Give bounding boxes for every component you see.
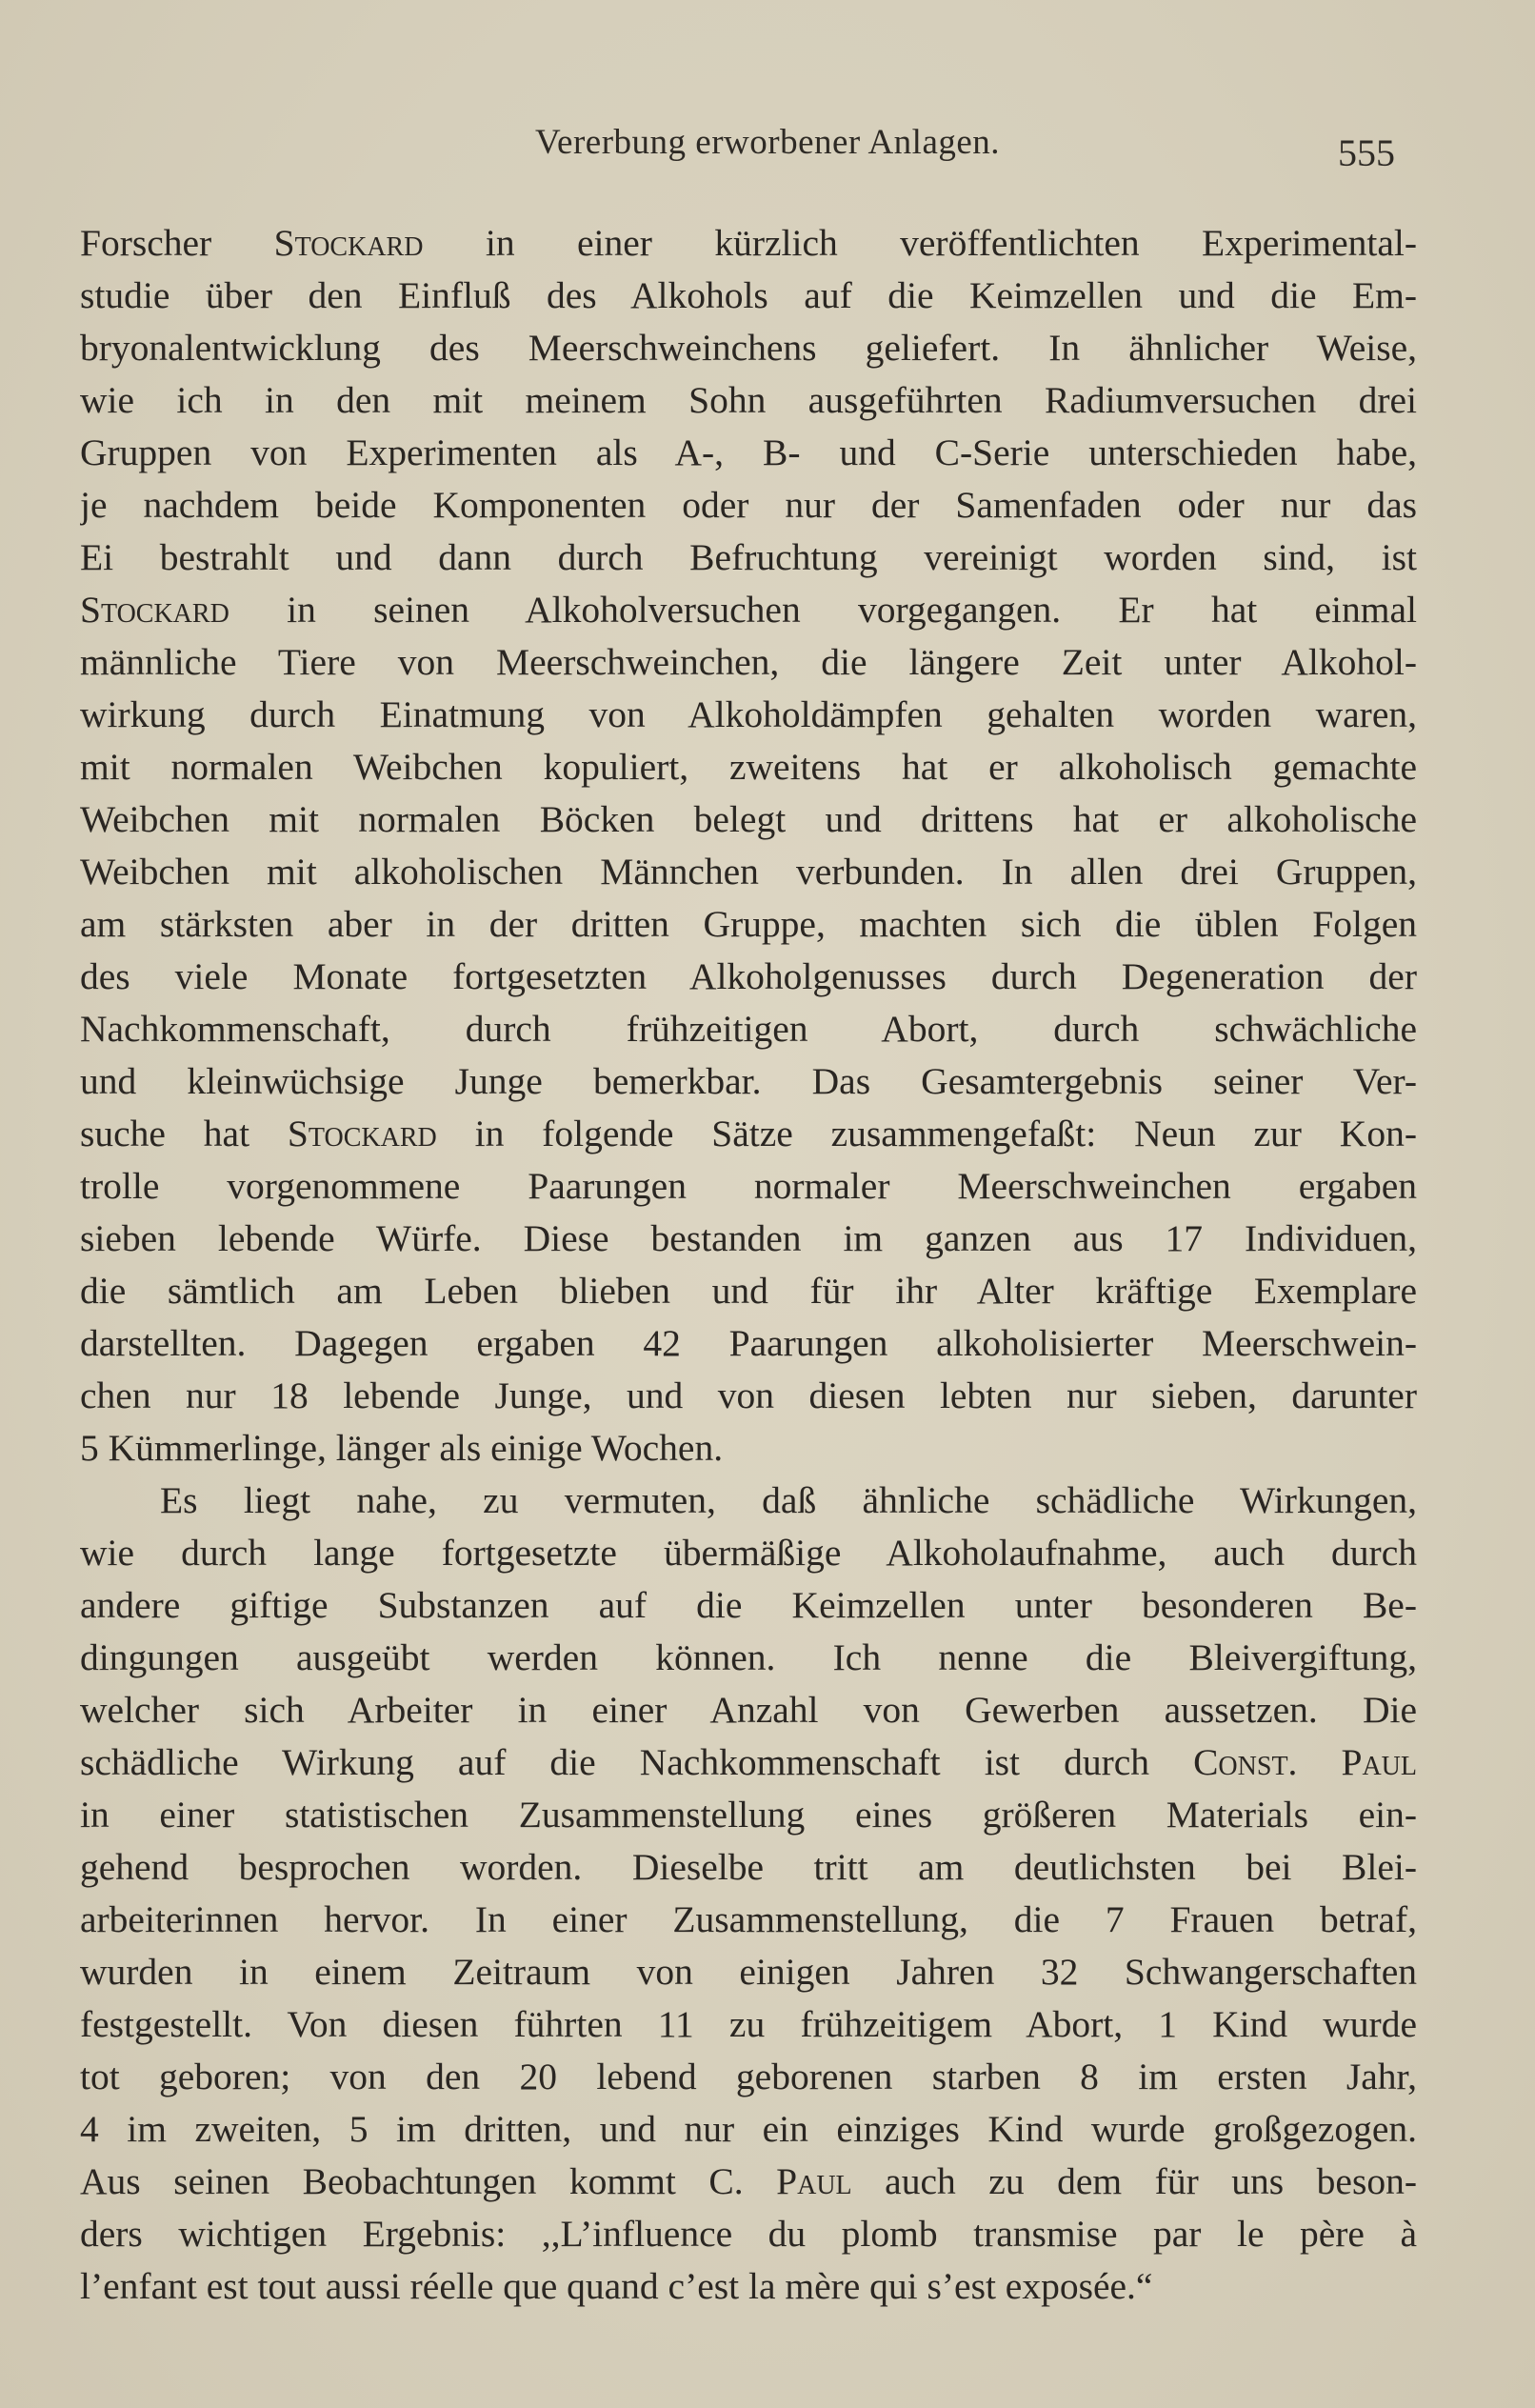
text-line [80, 1370, 1417, 1422]
text-run: festgestellt. Von diesen führten 11 zu frühzeitigem Abort, 1 Kind wurde [80, 2003, 1417, 2045]
text-run: am stärksten aber in der dritten Gruppe, machten sich die üblen Folgen [80, 903, 1417, 945]
text-run: in einer statistischen Zusammenstellung eines größeren Materials ein- [80, 1794, 1417, 1836]
text-line [80, 1422, 1417, 1475]
small-caps-name: Paul [776, 2160, 852, 2202]
text-run: auch zu dem für uns beson- [851, 2160, 1417, 2202]
small-caps-name: Stockard [80, 589, 229, 631]
text-run: schädliche Wirkung auf die Nachkommenschaft ist durch [80, 1741, 1194, 1783]
text-line [80, 689, 1417, 741]
text-run: männliche Tiere von Meerschweinchen, die längere Zeit unter Alkohol- [80, 641, 1417, 683]
text-line [80, 1003, 1417, 1055]
text-line [80, 951, 1417, 1003]
text-run: je nachdem beide Komponenten oder nur der Samenfaden oder nur das [80, 484, 1417, 526]
text-line [80, 741, 1417, 793]
text-line [80, 1527, 1417, 1579]
text-run: Ei bestrahlt und dann durch Befruchtung vereinigt worden sind, ist [80, 536, 1417, 578]
text-run: dingungen ausgeübt werden können. Ich nenne die Bleivergiftung, [80, 1636, 1417, 1678]
text-run: Aus seinen Beobachtungen kommt C. [80, 2160, 777, 2202]
text-line [80, 322, 1417, 374]
text-run: 4 im zweiten, 5 im dritten, und nur ein einziges Kind wurde großgezogen. [80, 2108, 1417, 2150]
text-run: gehend besprochen worden. Dieselbe tritt am deutlichsten bei Blei- [80, 1846, 1417, 1888]
text-run: chen nur 18 lebende Junge, und von diesen lebten nur sieben, darunter [80, 1375, 1417, 1416]
text-line [80, 1841, 1417, 1894]
text-run: in folgende Sätze zusammengefaßt: Neun zur Kon- [436, 1113, 1417, 1154]
text-line [80, 217, 1417, 270]
text-line [80, 1579, 1417, 1632]
text-line [80, 1317, 1417, 1370]
text-run: und kleinwüchsige Junge bemerkbar. Das Gesamtergebnis seiner Ver- [80, 1060, 1417, 1102]
text-line [80, 793, 1417, 846]
text-run: mit normalen Weibchen kopuliert, zweitens hat er alkoholisch gemachte [80, 746, 1417, 788]
text-line [80, 2051, 1417, 2103]
text-line [80, 1894, 1417, 1946]
text-run: sieben lebende Würfe. Diese bestanden im ganzen aus 17 Individuen, [80, 1217, 1417, 1259]
text-line [80, 270, 1417, 322]
text-line [80, 374, 1417, 427]
text-line [80, 1108, 1417, 1160]
text-line [80, 479, 1417, 532]
small-caps-name: Const. Paul [1193, 1741, 1417, 1783]
text-run: wurden in einem Zeitraum von einigen Jahren 32 Schwangerschaften [80, 1951, 1417, 1993]
text-line [80, 1998, 1417, 2051]
text-line [80, 846, 1417, 898]
text-line [80, 1789, 1417, 1841]
text-line [80, 1946, 1417, 1998]
text-run: in seinen Alkoholversuchen vorgegangen. Er hat einmal [229, 589, 1417, 631]
text-line [80, 1265, 1417, 1317]
text-line [80, 636, 1417, 689]
text-run: Es liegt nahe, zu vermuten, daß ähnliche schädliche Wirkungen, [160, 1479, 1417, 1521]
text-run: arbeiterinnen hervor. In einer Zusammenstellung, die 7 Frauen betraf, [80, 1898, 1417, 1940]
text-run: in einer kürzlich veröffentlichten Experimental- [423, 222, 1417, 264]
text-line [80, 1632, 1417, 1684]
text-run: 5 Kümmerlinge, länger als einige Wochen. [80, 1427, 724, 1469]
text-run: trolle vorgenommene Paarungen normaler Meerschweinchen ergaben [80, 1165, 1417, 1207]
text-run: bryonalentwicklung des Meerschweinchens geliefert. In ähnlicher Weise, [80, 327, 1417, 369]
text-line [80, 1213, 1417, 1265]
text-line [80, 1684, 1417, 1736]
small-caps-name: Stockard [287, 1113, 437, 1154]
running-head: Vererbung erworbener Anlagen. [534, 123, 1001, 162]
text-line [80, 1736, 1417, 1789]
text-run: ders wichtigen Ergebnis: ,,L’influence du plomb transmise par le père à [80, 2213, 1417, 2255]
text-run: l’enfant est tout aussi réelle que quand c’est la mère qui s’est exposée.“ [80, 2265, 1153, 2307]
page-number: 555 [1338, 131, 1395, 174]
text-line [80, 1055, 1417, 1108]
text-run: wie durch lange fortgesetzte übermäßige Alkoholaufnahme, auch durch [80, 1532, 1417, 1574]
text-line [80, 1160, 1417, 1213]
text-run: studie über den Einfluß des Alkohols auf die Keimzellen und die Em- [80, 274, 1417, 316]
body-text [80, 217, 1417, 2313]
text-line [80, 584, 1417, 636]
text-run: andere giftige Substanzen auf die Keimzellen unter besonderen Be- [80, 1584, 1417, 1626]
text-run: suche hat [80, 1113, 288, 1154]
small-caps-name: Stockard [273, 222, 424, 264]
text-run: des viele Monate fortgesetzten Alkoholgenusses durch Degeneration der [80, 955, 1417, 997]
text-run: Gruppen von Experimenten als A-, B- und C-Serie unterschieden habe, [80, 431, 1417, 473]
text-line [80, 2208, 1417, 2260]
text-run: tot geboren; von den 20 lebend geborenen starben 8 im ersten Jahr, [80, 2056, 1417, 2097]
text-run: welcher sich Arbeiter in einer Anzahl von Gewerben aussetzen. Die [80, 1689, 1417, 1731]
text-run: Weibchen mit normalen Böcken belegt und drittens hat er alkoholische [80, 798, 1417, 840]
text-run: wirkung durch Einatmung von Alkoholdämpfen gehalten worden waren, [80, 693, 1417, 735]
text-line [80, 2103, 1417, 2156]
text-line [80, 1475, 1417, 1527]
text-line [80, 2156, 1417, 2208]
text-line [80, 532, 1417, 584]
text-run: Weibchen mit alkoholischen Männchen verbunden. In allen drei Gruppen, [80, 851, 1417, 893]
text-line [80, 427, 1417, 479]
text-line [80, 2260, 1417, 2313]
text-run: wie ich in den mit meinem Sohn ausgeführten Radiumversuchen drei [80, 379, 1417, 421]
text-run: darstellten. Dagegen ergaben 42 Paarungen alkoholisierter Meerschwein- [80, 1322, 1417, 1364]
text-run: Nachkommenschaft, durch frühzeitigen Abort, durch schwächliche [80, 1008, 1417, 1050]
text-run: die sämtlich am Leben blieben und für ihr Alter kräftige Exemplare [80, 1270, 1417, 1312]
text-line [80, 898, 1417, 951]
text-run: Forscher [80, 222, 274, 264]
